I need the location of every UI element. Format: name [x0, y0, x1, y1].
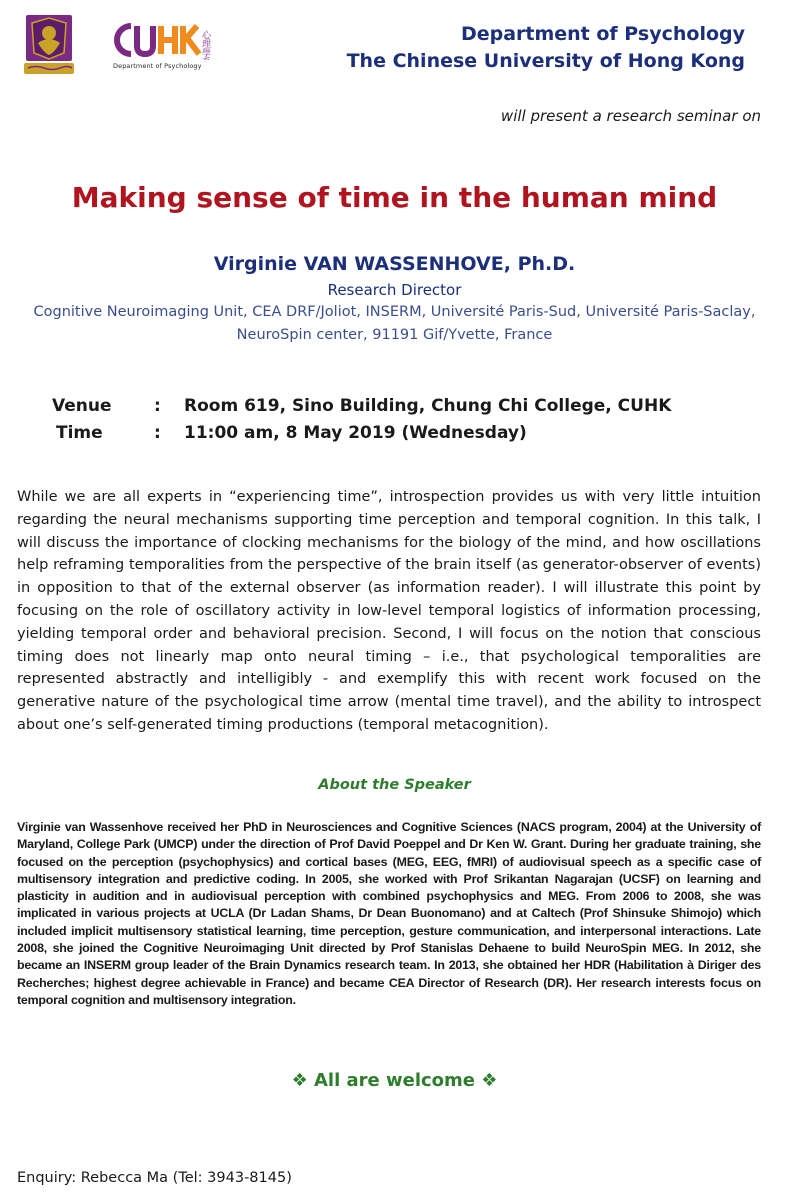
- venue-separator: :: [154, 396, 161, 416]
- speaker-position: Research Director: [327, 281, 462, 299]
- time-label: Time: [56, 423, 103, 443]
- enquiry-contact: Enquiry: Rebecca Ma (Tel: 3943-8145): [17, 1170, 292, 1186]
- cuhk-wordmark-icon: [113, 20, 217, 60]
- about-speaker-heading: About the Speaker: [318, 777, 471, 793]
- speaker-affiliation-line2: NeuroSpin center, 91191 Gif/Yvette, France: [236, 327, 553, 343]
- speaker-biography: Virginie van Wassenhove received her PhD in Neurosciences and Cognitive Sciences (NACS program, 2004) at the University of Maryland, College Park (UMCP) under the direction of Prof David Poeppel and Dr Ken W. Grant. During her graduate training, she focused on the perception (psychophysics) and cortical bases (MEG, EEG, fMRI) of audiovisual speech as a specific case of multisensory integration and predictive coding. In 2005, she worked with Prof Srikantan Nagarajan (UCSF) on learning and plasticity in audition and in audiovisual perception with combined psychophysics and MEG. From 2006 to 2008, she was implicated in various projects at UCLA (Dr Ladan Shams, Dr Dean Buonomano) and at Caltech (Prof Shinsuke Shimojo) which included implicit multisensory statistical learning, time perception, gesture communication, and interpersonal interactions. Late 2008, she joined the Cognitive Neuroimaging Unit directed by Prof Stanislas Dehaene to build NeuroSpin MEG. In 2012, she became an INSERM group leader of the Brain Dynamics research team. In 2013, she obtained her HDR (Habilitation à Diriger des Recherches; highest degree achievable in France) and became CEA Director of Research (DR). Her research interests focus on temporal cognition and multisensory integration.: [17, 820, 761, 1007]
- welcome-message: ❖ All are welcome ❖: [291, 1070, 498, 1091]
- seminar-title: Making sense of time in the human mind: [71, 181, 718, 214]
- seminar-intro: will present a research seminar on: [500, 107, 761, 125]
- logo-chinese-text: 心理學系: [200, 30, 210, 60]
- venue-label: Venue: [52, 396, 112, 416]
- logo-caption: Department of Psychology: [113, 62, 202, 70]
- department-name: Department of Psychology: [460, 23, 745, 45]
- speaker-affiliation-line1: Cognitive Neuroimaging Unit, CEA DRF/Joliot, INSERM, Université Paris-Sud, Université Paris-Saclay,: [33, 304, 756, 320]
- cuhk-psychology-logo: [113, 20, 217, 76]
- time-separator: :: [154, 423, 161, 443]
- venue-value: Room 619, Sino Building, Chung Chi College, CUHK: [184, 396, 672, 416]
- time-value: 11:00 am, 8 May 2019 (Wednesday): [184, 423, 527, 443]
- speaker-name: Virginie VAN WASSENHOVE, Ph.D.: [213, 253, 576, 275]
- cuhk-crest-logo: [24, 13, 74, 76]
- seminar-abstract: While we are all experts in “experiencing time”, introspection provides us with very little intuition regarding the neural mechanisms supporting time perception and temporal cognition. In this talk, I will discuss the importance of clocking mechanisms for the biology of the mind, and how oscillations help reframing temporalities from the perspective of the brain itself (as generator-observer of events) in opposition to that of the external observer (as information reader). I will illustrate this point by focusing on the role of oscillatory activity in low-level temporal logistics of information processing, yielding temporal order and behavioral precision. Second, I will focus on the notion that conscious timing does not linearly map onto neural timing – i.e., that psychological temporalities are represented abstractly and intelligibly - and exemplify this with recent work focused on the generative nature of the psychological time arrow (mental time travel), and the ability to introspect about one’s self-generated timing productions (temporal metacognition).: [17, 489, 761, 733]
- university-name: The Chinese University of Hong Kong: [346, 50, 745, 72]
